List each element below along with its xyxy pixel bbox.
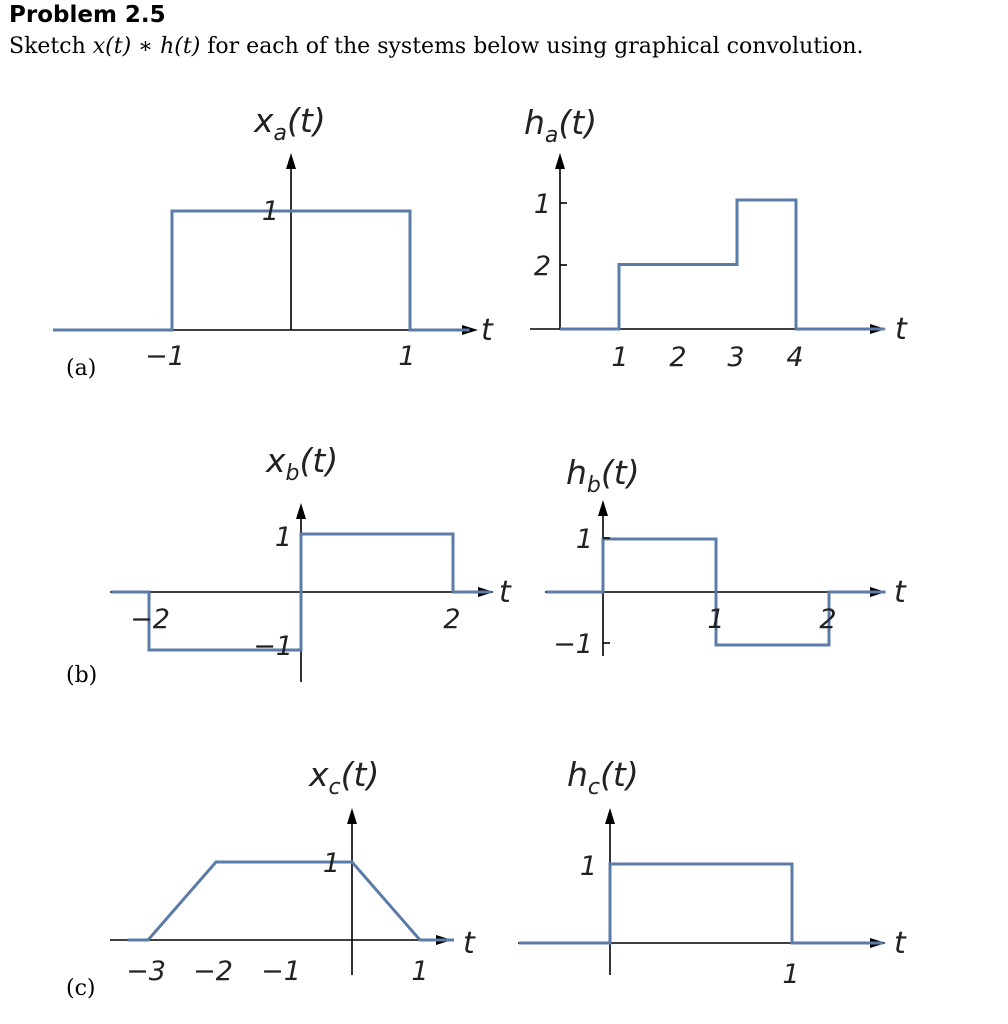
signal-title: [566, 453, 640, 498]
time-axis-label: t: [463, 926, 475, 961]
signal-title-name: h: [567, 755, 588, 794]
x-tick-label: 1: [398, 341, 416, 372]
signal-title-argument: (t): [600, 755, 639, 794]
signal-plot-h-a: [524, 103, 908, 373]
signal-title-argument: (t): [600, 453, 640, 492]
x-tick-label: −1: [261, 956, 301, 987]
signal-plot-x-b: [110, 441, 512, 682]
y-tick-label: 1: [575, 524, 593, 555]
signal-title-subscript: a: [273, 121, 288, 146]
signal-title: [308, 755, 379, 800]
signal-title: [265, 441, 338, 486]
amplitude-axis-arrow: [347, 808, 357, 824]
x-tick-label: 3: [727, 342, 745, 373]
amplitude-axis-arrow: [296, 503, 306, 519]
signal-trace: [53, 211, 470, 330]
amplitude-axis-arrow: [555, 153, 565, 169]
y-tick-label: 1: [579, 851, 597, 882]
signal-trace: [519, 864, 883, 943]
signal-trace: [560, 200, 885, 329]
time-axis-label: t: [894, 926, 906, 961]
part-label-b: (b): [66, 663, 98, 688]
signal-title-subscript: c: [328, 775, 341, 800]
signal-title-argument: (t): [558, 103, 598, 142]
y-tick-label: 1: [274, 522, 292, 553]
x-tick-label: −3: [126, 956, 166, 987]
part-label-c: (c): [66, 976, 96, 1001]
signal-title-argument: (t): [340, 755, 380, 794]
statement-math: x(t) ∗ h(t): [92, 34, 201, 59]
x-tick-label: 1: [707, 604, 725, 635]
time-axis-label: t: [499, 575, 511, 610]
time-axis-label: t: [481, 313, 493, 348]
part-label-a: (a): [66, 356, 97, 381]
x-tick-label: 2: [443, 604, 461, 635]
x-tick-label: 2: [819, 604, 837, 635]
y-tick-label: 1: [533, 189, 551, 220]
y-tick-label: 1: [322, 848, 340, 879]
x-tick-label: 1: [611, 342, 629, 373]
signal-title-name: h: [524, 103, 545, 142]
signal-title-argument: (t): [287, 101, 326, 140]
signal-title-name: h: [566, 453, 587, 492]
signal-title-argument: (t): [299, 441, 339, 480]
amplitude-axis-arrow: [598, 500, 608, 516]
time-axis-label: t: [895, 312, 907, 347]
signal-title-name: x: [266, 441, 286, 480]
signal-title-subscript: b: [285, 461, 300, 486]
x-tick-label: −2: [130, 604, 170, 635]
signal-title: [524, 103, 597, 148]
signal-title-subscript: b: [586, 473, 601, 498]
signal-title-subscript: c: [587, 775, 601, 800]
y-tick-label: 2: [533, 251, 551, 282]
y-tick-label: −1: [553, 629, 593, 660]
y-tick-label: −1: [253, 631, 293, 662]
problem-heading: Problem 2.5: [9, 2, 166, 28]
amplitude-axis-arrow: [286, 153, 296, 169]
signal-title-name: x: [254, 101, 274, 140]
signal-trace: [128, 862, 454, 940]
statement-text-after: for each of the systems below using graphical convolution.: [200, 34, 864, 59]
x-tick-label: −1: [145, 341, 185, 372]
signal-title: [253, 101, 326, 146]
x-tick-label: −2: [193, 956, 233, 987]
signal-title-name: x: [309, 755, 329, 794]
signal-plot-x-a: [53, 101, 494, 372]
signal-title: [567, 755, 639, 800]
x-tick-label: 4: [786, 342, 804, 373]
signal-plot-h-b: [545, 453, 907, 660]
signal-title-subscript: a: [544, 123, 559, 148]
amplitude-axis-arrow: [605, 808, 615, 824]
x-tick-label: 1: [782, 959, 800, 990]
x-tick-label: 1: [411, 956, 429, 987]
statement-text-before: Sketch: [9, 34, 93, 59]
time-axis-label: t: [894, 575, 906, 610]
x-tick-label: 2: [669, 342, 687, 373]
signal-plot-x-c: [110, 755, 476, 987]
signal-plot-h-c: [518, 755, 907, 990]
y-tick-label: 1: [261, 196, 279, 227]
